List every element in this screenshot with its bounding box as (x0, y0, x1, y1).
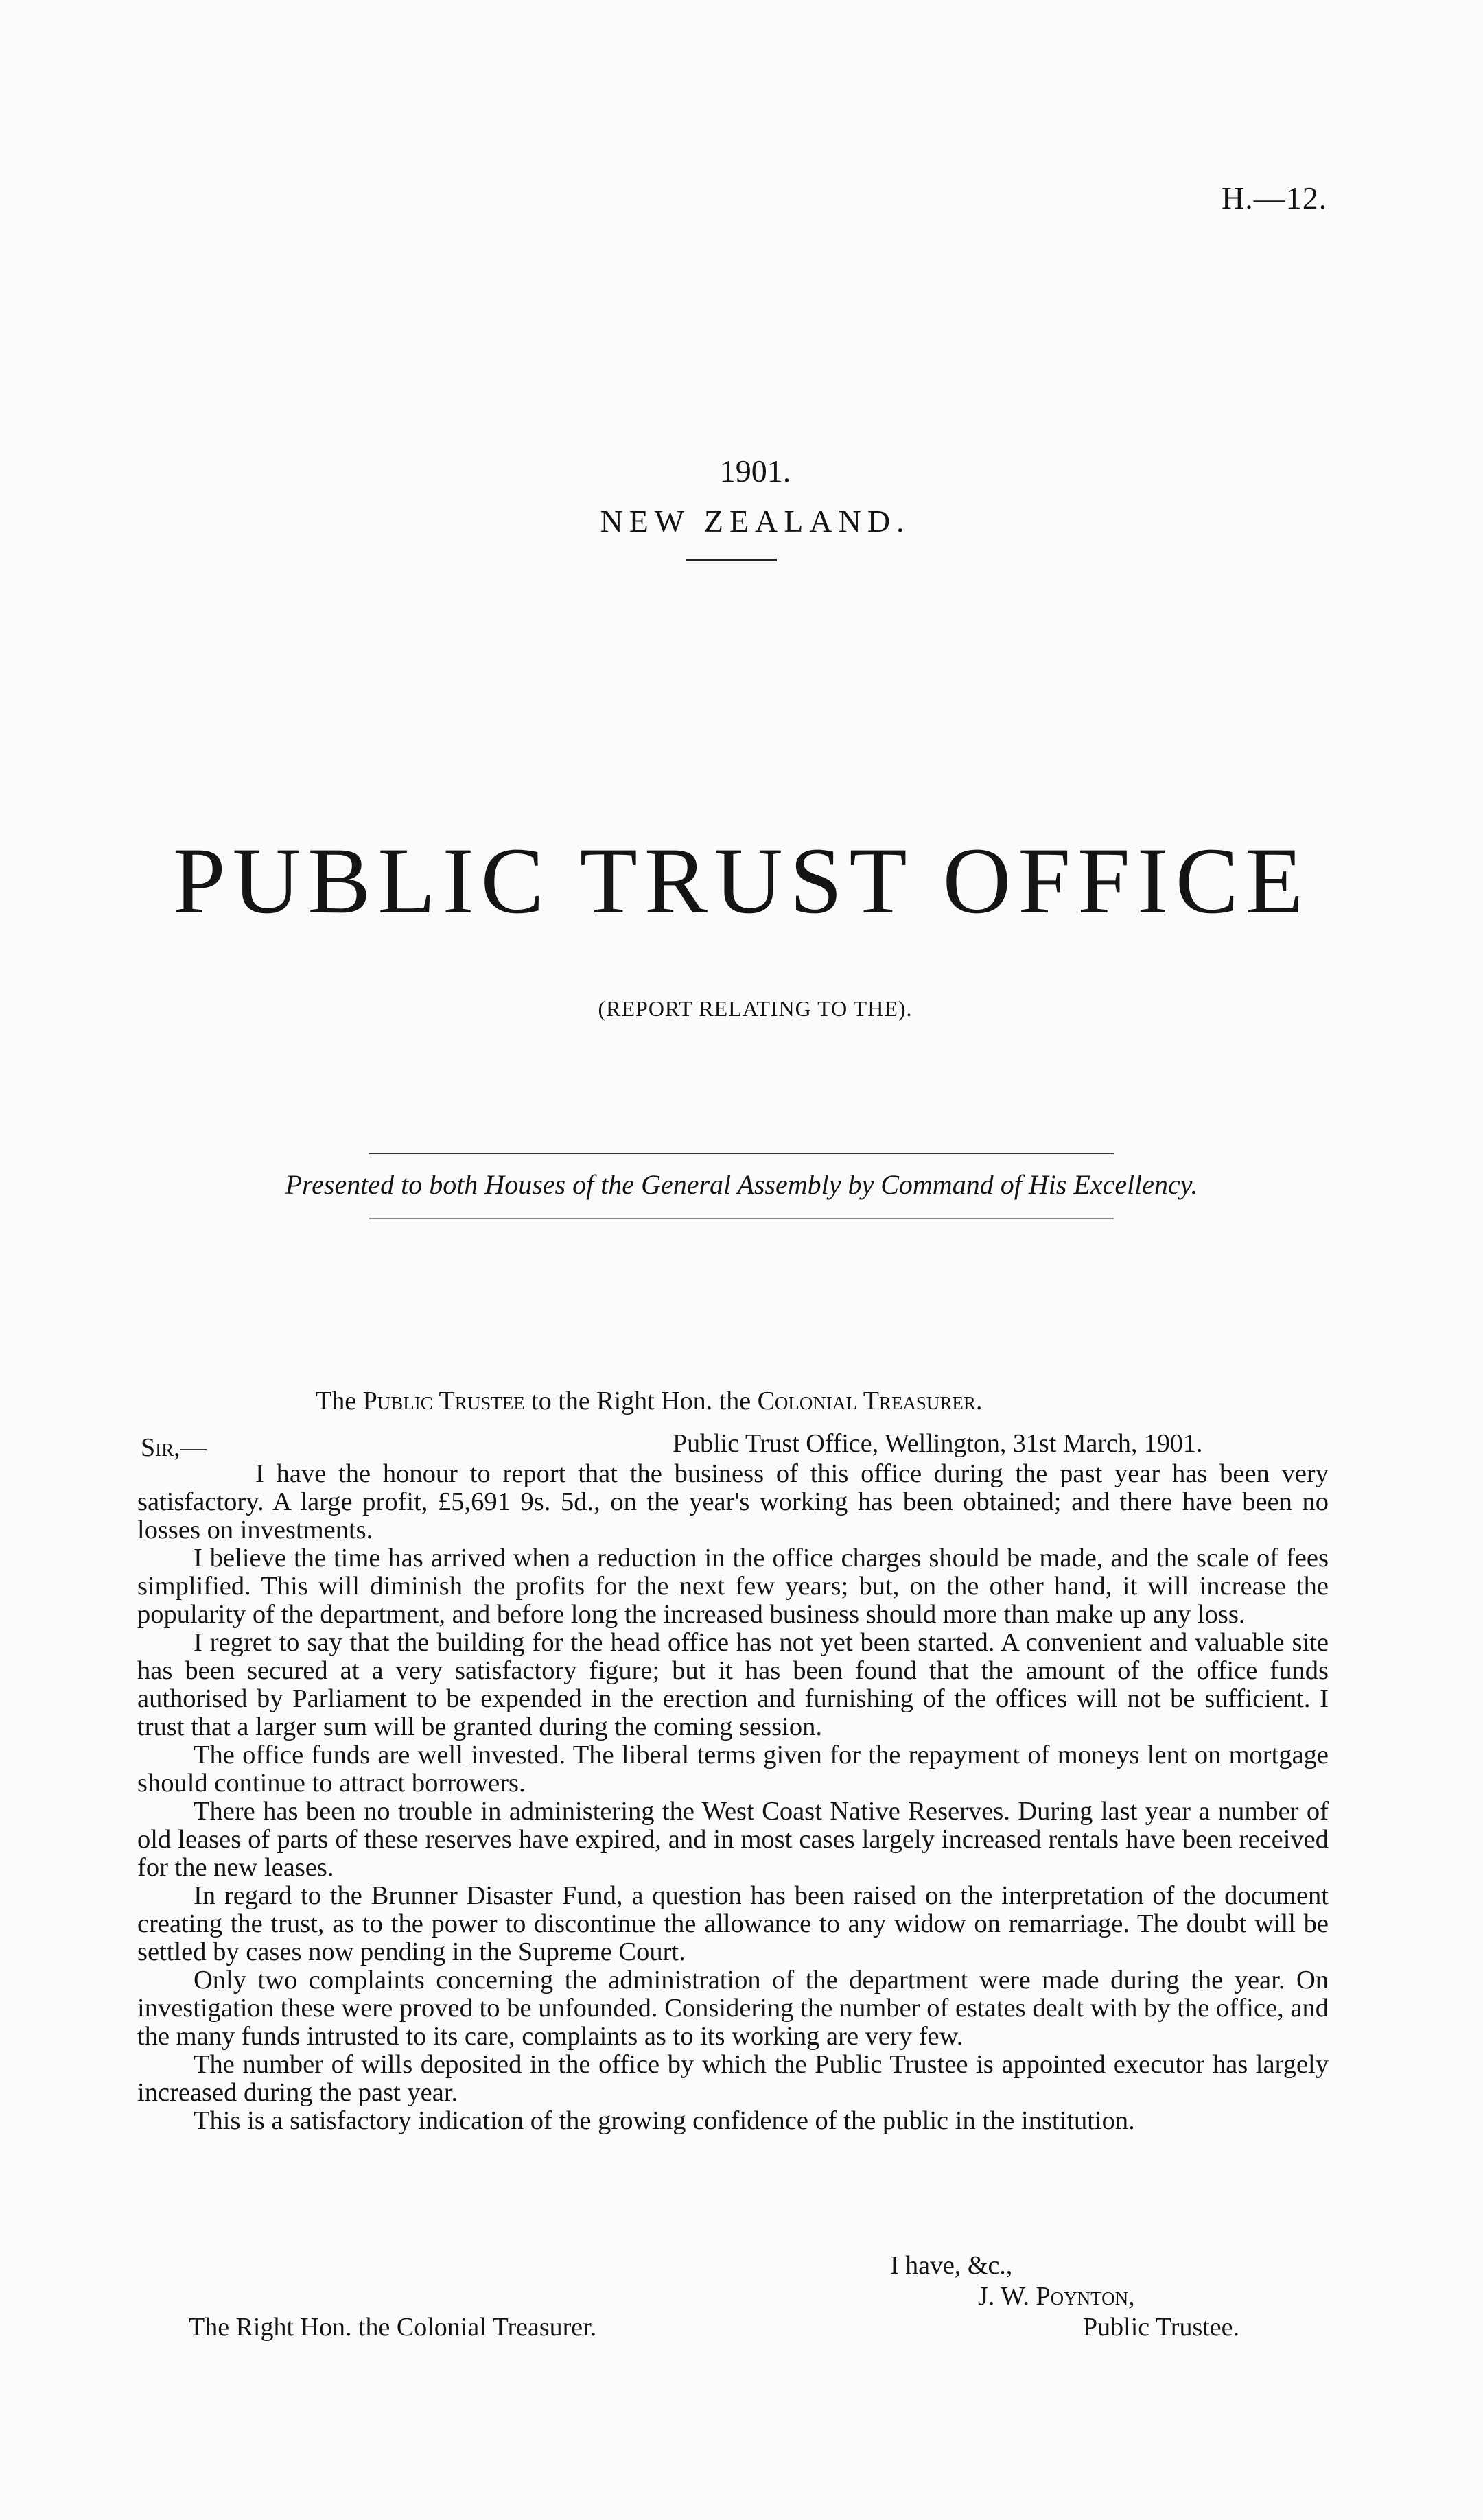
paragraph: This is a satisfactory indication of the growing confidence of the public in the institution. (194, 2106, 1135, 2135)
heading-text: . (975, 1387, 983, 1415)
closing: I have, &c., (890, 2251, 1013, 2280)
document-reference: H.—12. (1222, 180, 1328, 215)
signer-title: Public Trustee. (1083, 2313, 1240, 2342)
heading-text: to the Right Hon. the (524, 1387, 758, 1415)
heading-text: The (316, 1387, 363, 1415)
heading-recipient: Colonial Treasurer (757, 1387, 976, 1415)
signer-name: J. W. Poynton, (978, 2282, 1135, 2311)
letter-body (137, 1460, 1329, 2135)
document-year: 1901. (719, 454, 791, 488)
presented-line: Presented to both Houses of the General Assembly by Command of His Excellency. (285, 1169, 1198, 1200)
paragraph: The office funds are well invested. The liberal terms given for the repayment of moneys lent on mortgage should continue to attract borrowers. (137, 1741, 1329, 1798)
paragraph: There has been no trouble in administering the West Coast Native Reserves. During last year a number of old leases of parts of these reserves have expired, and in most cases largely increased rentals have been received for the new leases. (137, 1797, 1329, 1882)
divider-short (686, 559, 777, 561)
salutation: Sir,— (141, 1433, 207, 1462)
letter-heading (316, 1386, 982, 1416)
divider-top (369, 1153, 1114, 1154)
divider-bottom (369, 1218, 1114, 1219)
paragraph: In regard to the Brunner Disaster Fund, a question has been raised on the interpretation of the document creating the trust, as to the power to discontinue the allowance to any widow on remarriage. The doubt will be settled by cases now pending in the Supreme Court. (137, 1881, 1329, 1966)
page-title: PUBLIC TRUST OFFICE (172, 828, 1311, 933)
paragraph: I have the honour to report that the business of this office during the past year has been very satisfactory. A large profit, £5,691 9s. 5d., on the year's working has been obtained; and there have been no losses on investments. (137, 1459, 1329, 1544)
place-date: Public Trust Office, Wellington, 31st March, 1901. (673, 1429, 1203, 1458)
paragraph: Only two complaints concerning the administration of the department were made during the year. On investigation these were proved to be unfounded. Considering the number of estates dealt with by the office, and the many funds intrusted to its care, complaints as to its working are very few. (137, 1966, 1329, 2051)
paragraph: I believe the time has arrived when a reduction in the office charges should be made, and the scale of fees simplified. This will diminish the profits for the next few years; but, on the other hand, it will increase the popularity of the department, and before long the increased business should more than make up any loss. (137, 1544, 1329, 1629)
heading-sender: Public Trustee (362, 1387, 525, 1415)
country-name: NEW ZEALAND. (600, 504, 911, 539)
page-subtitle: (REPORT RELATING TO THE). (598, 996, 913, 1021)
paragraph: I regret to say that the building for the head office has not yet been started. A convenient and valuable site has been secured at a very satisfactory figure; but it has been found that the amount of the office funds authorised by Parliament to be expended in the erection and furnishing of the offices will not be sufficient. I trust that a larger sum will be granted during the coming session. (137, 1628, 1329, 1741)
addressee: The Right Hon. the Colonial Treasurer. (189, 2313, 597, 2342)
paragraph: The number of wills deposited in the office by which the Public Trustee is appointed executor has largely increased during the past year. (137, 2050, 1329, 2107)
